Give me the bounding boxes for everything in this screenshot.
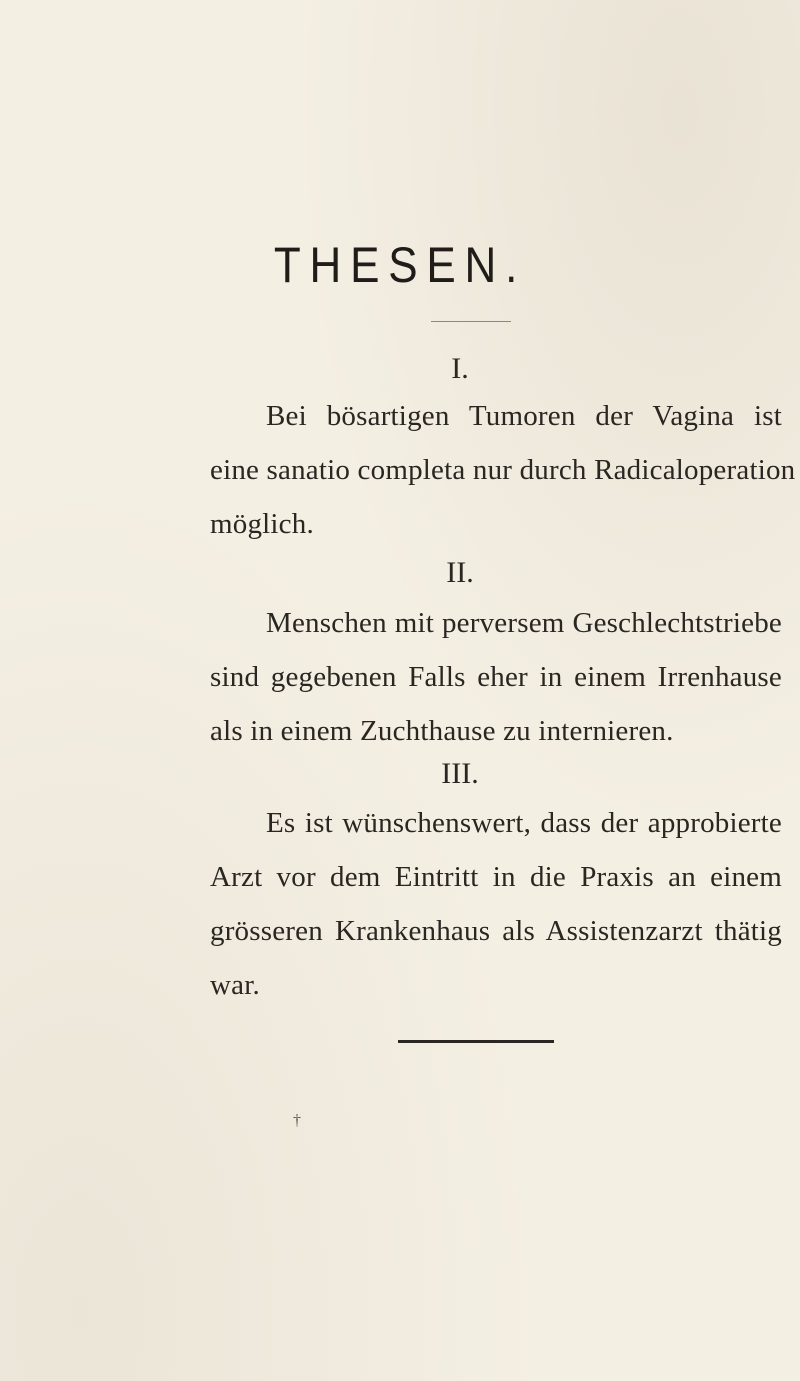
end-divider — [398, 1040, 554, 1043]
thesis-1-numeral: I. — [451, 352, 469, 385]
thesis-1-line-1: Bei bösartigen Tumoren der Vagina ist — [266, 400, 782, 432]
thesis-2-text — [210, 596, 782, 758]
thesis-1-line-2: eine sanatio completa nur durch Radicaloperation — [210, 454, 796, 486]
ink-speck-mark: † — [293, 1112, 301, 1129]
thesis-2-numeral: II. — [446, 556, 474, 589]
thesis-3-line-3: grösseren Krankenhaus als Assistenzarzt thätig — [210, 915, 782, 947]
thesis-2-line-3: als in einem Zuchthause zu internieren. — [210, 715, 674, 747]
page-title: THESEN. — [273, 237, 527, 293]
thesis-1-text — [210, 389, 796, 551]
thesis-2-line-1: Menschen mit perversem Geschlechtstriebe — [266, 607, 782, 639]
thesis-1-line-3: möglich. — [210, 508, 314, 540]
title-divider — [431, 321, 511, 322]
thesis-3-line-1: Es ist wünschenswert, dass der approbierte — [266, 807, 782, 839]
thesis-3-line-2: Arzt vor dem Eintritt in die Praxis an einem — [210, 861, 782, 893]
thesis-3-text — [210, 796, 782, 1012]
thesis-3-numeral: III. — [441, 757, 479, 790]
thesis-2-line-2: sind gegebenen Falls eher in einem Irrenhause — [210, 661, 782, 693]
thesis-3-line-4: war. — [210, 969, 260, 1001]
